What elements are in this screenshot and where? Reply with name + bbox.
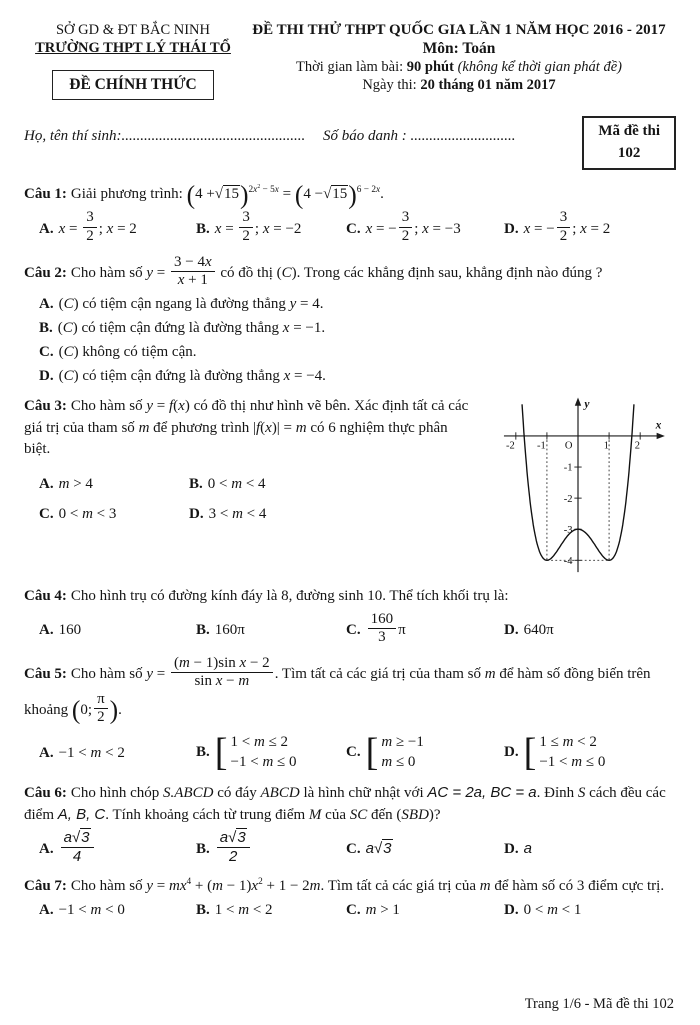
duration-note: (không kể thời gian phát đề): [457, 59, 622, 75]
option-b: [196, 211, 346, 247]
option-label: A.: [39, 476, 54, 493]
option-text: (C) không có tiệm cận.: [58, 344, 197, 361]
option-text: (C) có tiệm cận đứng là đường thẳng x = −1.: [57, 320, 326, 337]
option-d: [504, 211, 676, 247]
option-text: m > 1: [365, 902, 400, 919]
option-text: 160: [58, 621, 82, 638]
exam-code-value: 102: [617, 144, 641, 161]
question-6-options: [24, 831, 676, 867]
origin-label: O: [564, 441, 573, 453]
option-c: [346, 902, 504, 919]
option-text: 0 < m < 4: [207, 476, 266, 493]
header: [24, 22, 676, 100]
duration-prefix: Thời gian làm bài:: [296, 59, 407, 75]
option-c: [346, 840, 504, 858]
option-label: B.: [196, 220, 210, 237]
option-c: [39, 342, 676, 363]
option-b: [39, 318, 676, 339]
candidate-number-line: Số báo danh : ............................: [323, 128, 516, 144]
option-b: [189, 476, 369, 493]
option-label: D.: [504, 902, 519, 919]
option-label: D.: [504, 841, 519, 858]
option-text: x = $\frac{3}{2}$ ; x = 2: [58, 209, 137, 244]
option-text: −1 < m < 2: [58, 744, 125, 761]
option-label: B.: [196, 841, 210, 858]
y-tick-label: -3: [563, 525, 573, 537]
question-text: Cho hàm số y = f(x) có đồ thị như hình vẽ bên. Xác định tất cả các giá trị của tham số m để phương trình |f(x)| = m có 6 nghiệm thực phân biệt.: [24, 398, 469, 458]
question-2-stem: [24, 253, 676, 292]
question-text: Cho hàm số y = $\frac{3 - 4x}{x + 1}$ có đồ thị (C). Trong các khẳng định sau, khẳng định nào đúng ?: [70, 253, 603, 289]
option-text: $\frac{a√3}{2}$: [215, 841, 252, 857]
option-a: [39, 831, 196, 867]
x-tick-label: -1: [537, 441, 546, 453]
option-d: [504, 902, 676, 919]
option-text: x = − $\frac{3}{2}$ ; x = −3: [365, 209, 461, 244]
option-text: [ 1 ≤ m < 2 −1 < m ≤ 0: [523, 731, 606, 775]
y-axis-arrow-icon: [575, 398, 581, 406]
option-label: D.: [189, 506, 204, 523]
option-c: [39, 506, 189, 523]
option-a: [39, 294, 676, 315]
question-1: [24, 178, 676, 247]
option-label: B.: [189, 476, 203, 493]
option-label: C.: [346, 902, 361, 919]
option-c: [346, 610, 504, 649]
option-text: [ 1 < m ≤ 2 −1 < m ≤ 0: [214, 731, 297, 775]
exam-code-label: Mã đề thi: [598, 123, 660, 139]
option-label: B.: [39, 320, 53, 337]
exam-duration: [242, 59, 676, 76]
option-label: C.: [346, 621, 361, 638]
question-4-options: [24, 610, 676, 649]
option-b: [196, 622, 346, 639]
option-b: [196, 831, 346, 867]
question-7-stem: [24, 876, 676, 897]
candidate-row: [24, 116, 676, 170]
header-left: [24, 22, 242, 100]
question-list: [24, 178, 676, 920]
question-7: [24, 876, 676, 919]
header-right: [242, 22, 676, 100]
option-label: D.: [504, 621, 519, 638]
duration-value: 90 phút: [406, 59, 458, 75]
question-text: Cho hình chóp S.ABCD có đáy ABCD là hình chữ nhật với AC = 2a, BC = a. Đỉnh S cách đều các điểm A, B, C. Tính khoảng cách từ trung điểm M của SC đến (SBD)?: [24, 783, 666, 824]
date-prefix: Ngày thi:: [362, 77, 421, 93]
option-a: [39, 211, 196, 247]
school-name: TRƯỜNG THPT LÝ THÁI TỔ: [35, 40, 231, 56]
y-tick-label: -2: [563, 494, 573, 506]
option-a: [39, 902, 196, 919]
option-text: $\frac{160}{3}$ π: [366, 622, 406, 638]
option-label: D.: [504, 220, 519, 237]
option-text: $\frac{a√3}{4}$: [59, 841, 96, 857]
option-label: A.: [39, 744, 54, 761]
question-5-stem: [24, 657, 676, 728]
option-label: A.: [39, 621, 54, 638]
option-text: (C) có tiệm cận ngang là đường thẳng y = 4.: [58, 296, 324, 313]
x-tick-label: 2: [634, 441, 641, 453]
option-label: C.: [39, 344, 54, 361]
option-label: B.: [196, 744, 210, 761]
page-footer: Trang 1/6 - Mã đề thi 102: [524, 996, 674, 1012]
option-label: D.: [39, 368, 54, 385]
option-d: [189, 506, 369, 523]
option-label: C.: [39, 506, 54, 523]
option-d: [39, 366, 676, 387]
exam-title: ĐỀ THI THỬ THPT QUỐC GIA LẦN 1 NĂM HỌC 2016 - 2017: [252, 22, 666, 38]
option-label: C.: [346, 744, 361, 761]
question-5-options: [24, 733, 676, 773]
option-b: [196, 733, 346, 773]
x-axis-arrow-icon: [657, 433, 665, 439]
option-label: C.: [346, 841, 361, 858]
question-number: Câu 7:: [24, 877, 67, 894]
option-text: 1 < m < 2: [214, 902, 273, 919]
question-text: Cho hàm số $y = mx^4 + (m - 1)x^2 + 1 - 2m$. Tìm tất cả các giá trị của m để hàm số có 3 điểm cực trị.: [70, 876, 665, 894]
option-label: B.: [196, 621, 210, 638]
function-graph: [482, 392, 674, 575]
question-2-options: [24, 294, 676, 387]
question-1-stem: [24, 178, 676, 210]
option-text: a: [523, 840, 532, 858]
option-a: [39, 745, 196, 762]
question-7-options: [24, 902, 676, 919]
option-d: [504, 840, 676, 858]
option-c: [346, 211, 504, 247]
option-b: [196, 902, 346, 919]
question-5: [24, 657, 676, 773]
option-text: (C) có tiệm cận đứng là đường thẳng x = −4.: [58, 368, 326, 385]
question-text: Cho hàm số y = $\frac{\text{(m − 1)sin x − 2}}{\text{sin x − m}}$ . Tìm tất cả các giá trị của tham số m để hàm số đồng biến trên khoảng ( 0; π 2 ) .: [24, 655, 651, 725]
option-text: a√3: [365, 840, 392, 858]
question-text: Giải phương trình: ( 4 + √15 ) $^{2x^2 - 5x}$ = ( 4 − √15 ) $^{6 - 2x}$.: [70, 178, 384, 210]
exam-date: [242, 77, 676, 94]
option-d: [504, 733, 676, 773]
question-3-options: [24, 476, 379, 523]
option-label: D.: [504, 744, 519, 761]
option-label: C.: [346, 220, 361, 237]
option-d: [504, 622, 676, 639]
question-1-options: [24, 211, 676, 247]
option-text: 640π: [523, 621, 554, 638]
option-text: m > 4: [58, 476, 93, 493]
question-number: Câu 6:: [24, 784, 67, 801]
option-text: 160π: [214, 621, 245, 638]
option-text: −1 < m < 0: [58, 902, 125, 919]
exam-subject: Môn: Toán: [422, 40, 496, 57]
option-text: x = $\frac{3}{2}$ ; x = −2: [214, 209, 302, 244]
question-text: Cho hình trụ có đường kính đáy là 8, đường sinh 10. Thể tích khối trụ là:: [70, 588, 509, 605]
question-number: Câu 4:: [24, 588, 67, 605]
exam-code-box: [582, 116, 676, 170]
option-label: B.: [196, 902, 210, 919]
question-number: Câu 3:: [24, 398, 67, 415]
x-axis-label: x: [655, 420, 662, 433]
x-tick-label: 1: [603, 441, 609, 453]
option-a: [39, 476, 189, 493]
y-tick-label: -4: [563, 556, 573, 568]
y-tick-label: -1: [563, 463, 573, 475]
question-number: Câu 2:: [24, 265, 67, 282]
date-value: 20 tháng 01 năm 2017: [420, 77, 556, 93]
option-text: [ m ≥ −1 m ≤ 0: [365, 731, 424, 775]
option-a: [39, 622, 196, 639]
option-label: A.: [39, 220, 54, 237]
question-number: Câu 1:: [24, 186, 67, 203]
option-label: A.: [39, 902, 54, 919]
option-text: 0 < m < 1: [523, 902, 582, 919]
question-2: [24, 253, 676, 388]
question-3: [24, 396, 676, 577]
candidate-name-line: Họ, tên thí sinh:.................................................: [24, 128, 306, 144]
question-6: [24, 782, 676, 867]
question-6-stem: [24, 782, 676, 827]
option-text: 3 < m < 4: [208, 506, 267, 523]
y-axis-label: y: [584, 399, 590, 412]
question-number: Câu 5:: [24, 666, 67, 683]
question-4-stem: [24, 586, 676, 607]
question-4: [24, 586, 676, 648]
x-tick-label: -2: [505, 441, 515, 453]
official-exam-box: ĐỀ CHÍNH THỨC: [52, 70, 213, 100]
option-text: x = − $\frac{3}{2}$ ; x = 2: [523, 209, 611, 244]
option-text: 0 < m < 3: [58, 506, 117, 523]
department-name: SỞ GD & ĐT BẮC NINH: [55, 22, 210, 38]
option-label: A.: [39, 296, 54, 313]
option-label: A.: [39, 841, 54, 858]
option-c: [346, 733, 504, 773]
candidate-fields: [24, 116, 570, 145]
